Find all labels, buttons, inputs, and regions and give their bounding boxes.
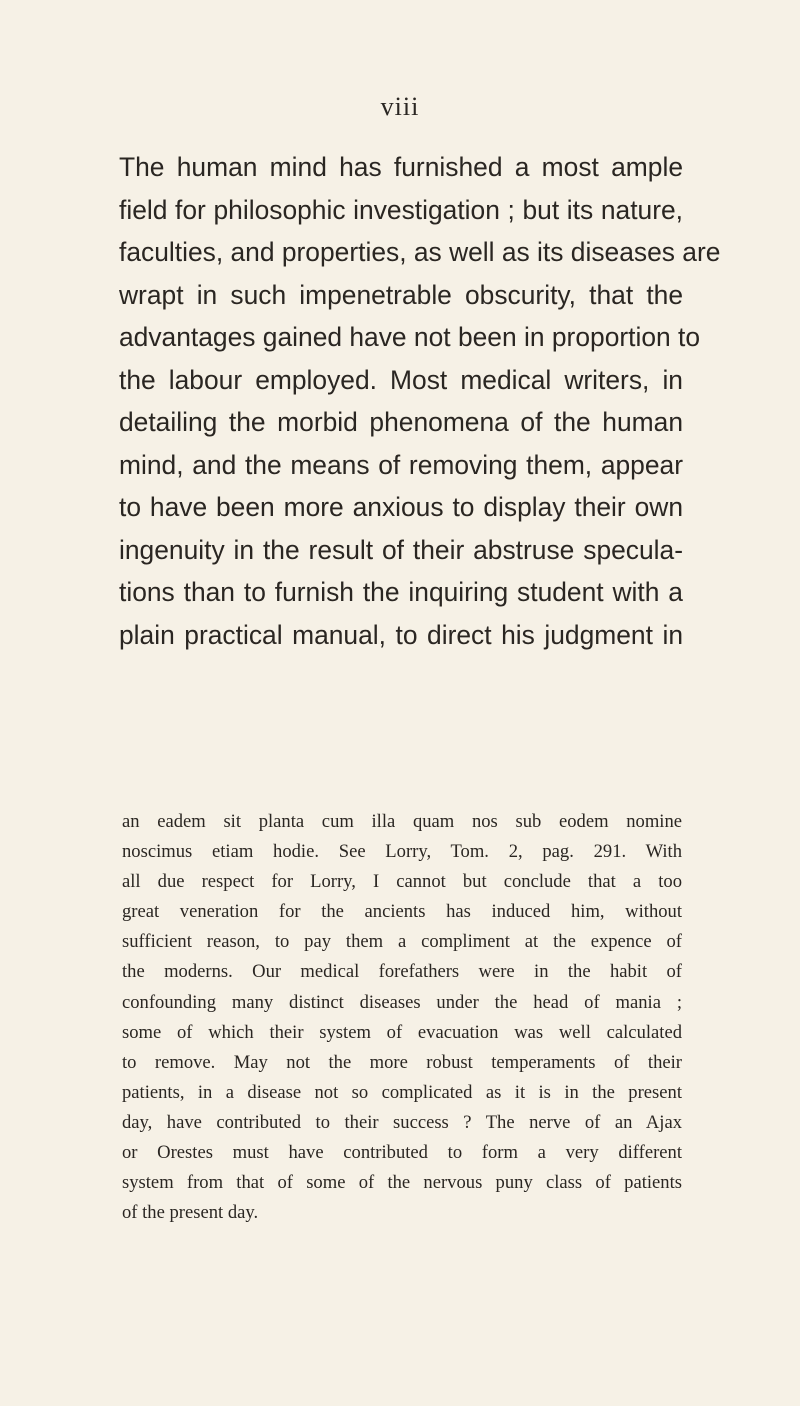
footnote bbox=[122, 807, 682, 1228]
footnote-line: of the present day. bbox=[122, 1202, 259, 1224]
main-text-line: detailing the morbid phenomena of the human bbox=[119, 407, 683, 437]
main-text-line: advantages gained have not been in proportion to bbox=[119, 322, 701, 352]
main-text-line: The human mind has furnished a most ample bbox=[119, 152, 683, 182]
page-number: viii bbox=[380, 92, 420, 121]
footnote-line: the moderns. Our medical forefathers were in the habit of bbox=[122, 961, 682, 983]
main-text-line: field for philosophic investigation ; but its nature, bbox=[119, 194, 683, 225]
footnote-line: all due respect for Lorry, I cannot but conclude that a too bbox=[122, 871, 682, 893]
main-text-line: to have been more anxious to display their own bbox=[119, 492, 683, 522]
main-text-line: ingenuity in the result of their abstruse specula- bbox=[119, 534, 683, 565]
footnote-line: system from that of some of the nervous puny class of patients bbox=[122, 1172, 682, 1194]
main-text-line: mind, and the means of removing them, appear bbox=[119, 449, 683, 480]
main-text-line: plain practical manual, to direct his judgment in bbox=[119, 619, 683, 650]
footnote-line: noscimus etiam hodie. See Lorry, Tom. 2, pag. 291. With bbox=[122, 841, 682, 863]
footnote-line: confounding many distinct diseases under the head of mania ; bbox=[122, 991, 682, 1013]
main-text-line: tions than to furnish the inquiring student with a bbox=[119, 577, 683, 607]
footnote-line: to remove. May not the more robust temperaments of their bbox=[122, 1051, 682, 1073]
footnote-line: great veneration for the ancients has induced him, without bbox=[122, 901, 682, 923]
main-text-line: faculties, and properties, as well as its diseases are bbox=[119, 237, 721, 267]
footnote-line: some of which their system of evacuation was well calculated bbox=[122, 1021, 682, 1043]
main-paragraph bbox=[119, 146, 721, 656]
footnote-line: patients, in a disease not so complicated as it is in the present bbox=[122, 1081, 682, 1103]
footnote-line: day, have contributed to their success ? The nerve of an Ajax bbox=[122, 1111, 682, 1133]
footnote-line: an eadem sit planta cum illa quam nos sub eodem nomine bbox=[122, 811, 682, 832]
main-text-line: wrapt in such impenetrable obscurity, that the bbox=[119, 279, 683, 310]
main-text-line: the labour employed. Most medical writers, in bbox=[119, 364, 683, 395]
footnote-line: or Orestes must have contributed to form a very different bbox=[122, 1142, 682, 1164]
footnote-line: sufficient reason, to pay them a compliment at the expence of bbox=[122, 931, 682, 953]
